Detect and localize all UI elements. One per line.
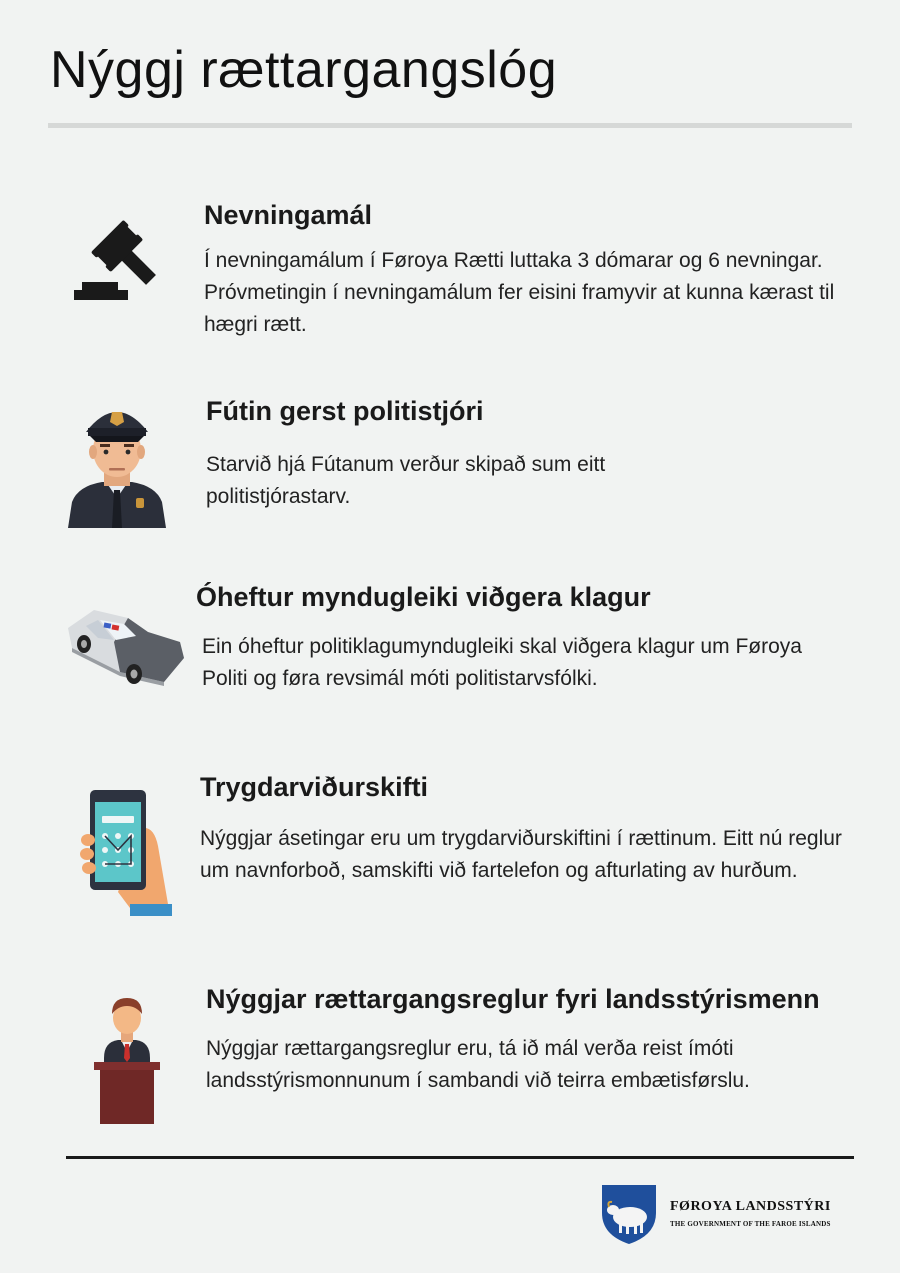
police-car-icon [64, 604, 186, 688]
speaker-podium-icon [92, 994, 162, 1126]
section-heading: Nýggjar rættargangsreglur fyri landsstýrismenn [206, 984, 820, 1014]
section-police-chief [206, 396, 846, 513]
section-complaints-authority [196, 582, 846, 695]
faroe-coat-of-arms-icon [600, 1183, 658, 1245]
smartphone-lock-icon [78, 788, 178, 918]
section-security [200, 772, 850, 887]
org-subtitle: THE GOVERNMENT OF THE FAROE ISLANDS [670, 1220, 831, 1228]
section-jury-cases [204, 200, 844, 341]
section-text: Nýggjar ásetingar eru um trygdarviðurskiftini í rættinum. Eitt nú reglur um navnforboð, samskifti við fartelefon og afturlating av hurðum. [200, 827, 842, 882]
section-ministers [206, 984, 856, 1097]
title-divider [48, 123, 852, 128]
section-text: Starvið hjá Fútanum verður skipað sum eitt politistjórastarv. [206, 453, 606, 508]
footer-divider [66, 1156, 854, 1159]
page-title: Nýggj rættargangslóg [50, 41, 558, 99]
gavel-icon [68, 218, 164, 308]
section-text: Ein óheftur politiklagumyndugleiki skal viðgera klagur um Føroya Politi og føra revsimál móti politistarvsfólki. [202, 635, 802, 690]
section-heading: Nevningamál [204, 200, 373, 230]
section-text: Nýggjar rættargangsreglur eru, tá ið mál verða reist ímóti landsstýrismonnunum í sambandi við teirra embætisførslu. [206, 1037, 750, 1092]
section-heading: Fútin gerst politistjóri [206, 396, 484, 426]
police-officer-icon [64, 398, 170, 528]
government-logo [600, 1183, 840, 1245]
org-name: FØROYA LANDSSTÝRI [670, 1199, 831, 1214]
section-heading: Óheftur myndugleiki viðgera klagur [196, 582, 651, 612]
section-text: Í nevningamálum í Føroya Rætti luttaka 3 dómarar og 6 nevningar. Próvmetingin í nevningamálum fer eisini framyvir at kunna kærast til hægri rætt. [204, 249, 835, 336]
section-heading: Trygdarviðurskifti [200, 772, 429, 802]
